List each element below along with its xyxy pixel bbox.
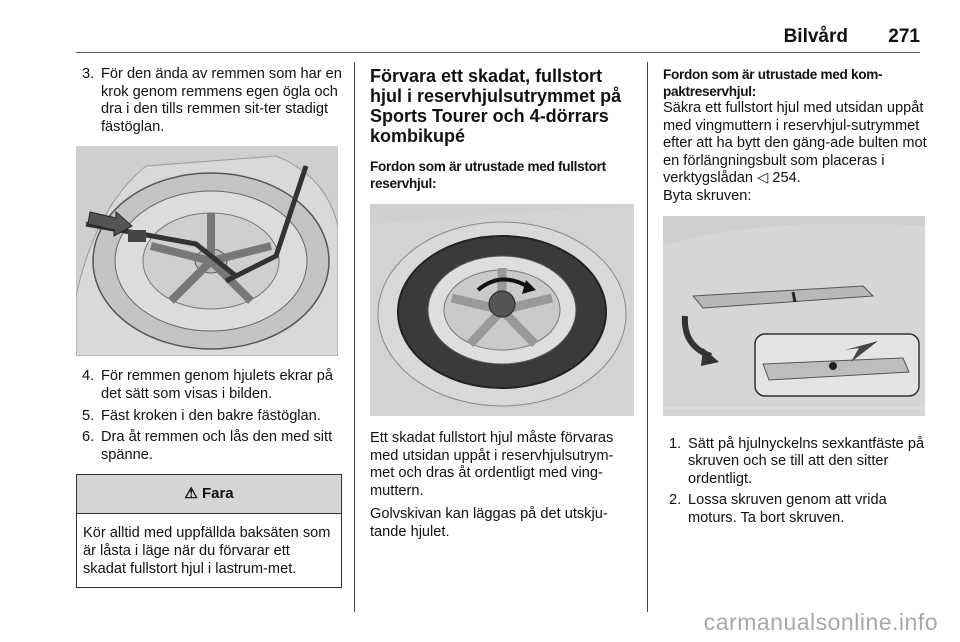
warning-box: [76, 474, 342, 588]
warning-header: [77, 475, 341, 514]
column-divider-1: [354, 62, 355, 612]
page-number: 271: [888, 26, 920, 47]
figure-fullsize-spare: [370, 204, 634, 416]
step-text: Dra åt remmen och lås den med sitt spänne.: [101, 429, 333, 463]
list-item: [663, 436, 927, 489]
step-text: Fäst kroken i den bakre fästöglan.: [101, 407, 321, 424]
step-number: 2.: [669, 492, 682, 509]
section-title: Bilvård: [783, 26, 848, 47]
page-reference: 254.: [768, 170, 801, 187]
step-number: 6.: [82, 429, 95, 446]
subheading: Fordon som är utrustade med fullstort reservhjul:: [370, 159, 606, 191]
column-3: [663, 66, 927, 532]
figure-bolt-replacement: [663, 216, 925, 416]
steps-list-a: [76, 66, 342, 136]
column-divider-2: [647, 62, 648, 612]
list-item: [76, 66, 342, 136]
figure-strap-wheel: [76, 146, 338, 356]
section-heading: Förvara ett skadat, fullstort hjul i reservhjulsutrymmet på Sports Tourer och 4-dörrars kombikupé: [370, 66, 622, 146]
list-item: [76, 408, 342, 426]
step-number: 1.: [669, 435, 682, 452]
warning-text: Kör alltid med uppfällda baksäten som är låsta i läge när du förvarar ett skadat fullstort hjul i lastrum-met.: [83, 525, 331, 577]
list-item: [76, 429, 342, 464]
column-1: [76, 66, 342, 588]
page-reference-icon[interactable]: ◁: [757, 170, 769, 187]
paragraph: Golvskivan kan läggas på det utskju-tande hjulet.: [370, 506, 608, 540]
paragraph: Ett skadat fullstort hjul måste förvaras med utsidan uppåt i reservhjulsutrym-met och dras åt ordentligt med ving-muttern.: [370, 430, 614, 499]
warning-title: Fara: [201, 485, 234, 503]
step-number: 5.: [82, 407, 95, 424]
column-2: [370, 66, 634, 542]
step-text: För den ända av remmen som har en krok genom remmens egen ögla och dra i den tills remmen sit-ter stadigt fästöglan.: [101, 66, 342, 135]
list-item: [76, 368, 342, 403]
watermark: carmanualsonline.info: [703, 609, 938, 635]
step-text: Lossa skruven genom att vrida moturs. Ta bort skruven.: [688, 492, 887, 526]
step-text: Sätt på hjulnyckelns sexkantfäste på skruven och se till att den sitter ordentligt.: [688, 435, 925, 487]
warning-icon: ⚠: [184, 485, 198, 503]
paragraph: [663, 100, 927, 188]
step-number: 3.: [82, 66, 95, 82]
step-text: För remmen genom hjulets ekrar på det sätt som visas i bilden.: [101, 368, 333, 402]
steps-list-b: [76, 368, 342, 464]
subheading: Fordon som är utrustade med kom-paktreservhjul:: [663, 67, 883, 99]
steps-list-c: [663, 436, 927, 528]
paragraph-text: Säkra ett fullstort hjul med utsidan uppåt med vingmuttern i reservhjul-sutrymmet efter att ha bytt den gäng-ade bulten mot en förlängningsbult som placeras i verktygslådan: [663, 100, 927, 187]
list-item: [663, 492, 927, 527]
paragraph: Byta skruven:: [663, 187, 752, 204]
page-header: [76, 22, 920, 53]
step-number: 4.: [82, 368, 95, 385]
